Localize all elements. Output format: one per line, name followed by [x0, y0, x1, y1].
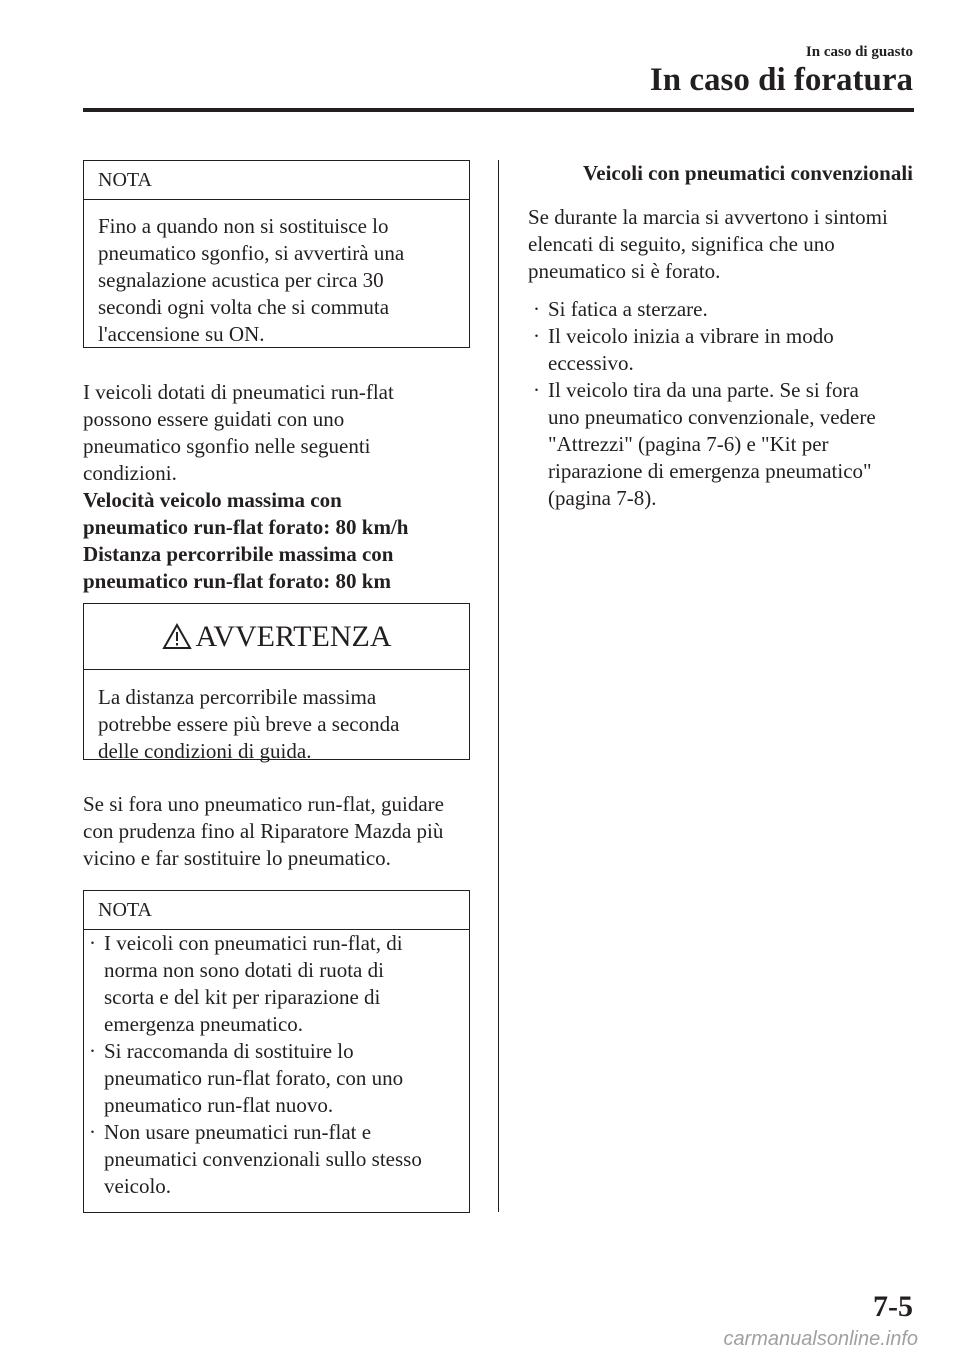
note-label: NOTA [84, 161, 469, 200]
paragraph-line: vicino e far sostituire lo pneumatico. [83, 846, 391, 870]
list-item-line: Il veicolo tira da una parte. Se si fora [548, 378, 859, 402]
list-item-line: pneumatico run-flat forato, con uno [104, 1066, 404, 1090]
column-divider [498, 160, 499, 1212]
list-item-line: veicolo. [104, 1174, 172, 1198]
paragraph-line: pneumatico sgonfio nelle seguenti [83, 434, 371, 458]
section-heading: Veicoli con pneumatici convenzionali [583, 161, 913, 185]
paragraph-line: condizioni. [83, 461, 177, 485]
list-item-line: (pagina 7-8). [548, 486, 657, 510]
list-item [528, 323, 928, 377]
list-item-line: I veicoli con pneumatici run-flat, di [104, 931, 403, 955]
paragraph-line: possono essere guidati con uno [83, 407, 345, 431]
list-item-line: pneumatico run-flat nuovo. [104, 1093, 334, 1117]
list-item-line: "Attrezzi" (pagina 7-6) e "Kit per [548, 432, 829, 456]
note-bullet-list [84, 930, 469, 1200]
list-item [84, 1038, 469, 1119]
warning-header [84, 604, 469, 670]
spec-line: Velocità veicolo massima con [83, 488, 342, 512]
list-item [528, 296, 928, 323]
list-item-line: Si raccomanda di sostituire lo [104, 1039, 354, 1063]
note-line: segnalazione acustica per circa 30 [98, 268, 384, 292]
page-number: 7-5 [873, 1290, 913, 1323]
paragraph-line: elencati di seguito, significa che uno [528, 232, 835, 256]
note-box-1 [83, 160, 470, 348]
list-item [528, 377, 928, 512]
watermark: carmanualsonline.info [723, 1328, 918, 1350]
list-item-line: Il veicolo inizia a vibrare in modo [548, 324, 834, 348]
spec-line: Distanza percorribile massima con [83, 542, 394, 566]
note-line: pneumatico sgonfio, si avvertirà una [98, 241, 405, 265]
note-body [84, 200, 469, 348]
warning-line: potrebbe essere più breve a seconda [98, 712, 400, 736]
list-item [84, 930, 469, 1038]
list-item-line: Non usare pneumatici run-flat e [104, 1120, 372, 1144]
runflat-paragraph [83, 379, 483, 595]
warning-label: AVVERTENZA [195, 620, 392, 653]
warning-triangle-icon [162, 623, 192, 650]
list-item-line: riparazione di emergenza pneumatico" [548, 459, 872, 483]
puncture-paragraph [83, 791, 483, 872]
warning-line: La distanza percorribile massima [98, 685, 377, 709]
note-line: Fino a quando non si sostituisce lo [98, 214, 389, 238]
note-box-2 [83, 890, 470, 1213]
bullet-dot: · [533, 324, 540, 348]
spec-line: pneumatico run-flat forato: 80 km/h [83, 515, 409, 539]
paragraph-line: pneumatico si è forato. [528, 259, 721, 283]
note-label: NOTA [84, 891, 469, 930]
warning-body [84, 670, 469, 765]
list-item-line: pneumatici convenzionali sullo stesso [104, 1147, 422, 1171]
bullet-dot: · [89, 931, 96, 955]
note-line: l'accensione su ON. [98, 322, 265, 346]
warning-line: delle condizioni di guida. [98, 739, 312, 763]
section-title: In caso di guasto [805, 44, 913, 60]
paragraph-line: Se durante la marcia si avvertono i sintomi [528, 205, 888, 229]
paragraph-line: Se si fora uno pneumatico run-flat, guidare [83, 792, 444, 816]
bullet-dot: · [89, 1039, 96, 1063]
paragraph-line: I veicoli dotati di pneumatici run-flat [83, 380, 394, 404]
list-item-line: uno pneumatico convenzionale, vedere [548, 405, 876, 429]
list-item [84, 1119, 469, 1200]
warning-box [83, 603, 470, 763]
list-item-line: scorta e del kit per riparazione di [104, 985, 381, 1009]
page-title: In caso di foratura [649, 62, 913, 98]
list-item-line: norma non sono dotati di ruota di [104, 958, 384, 982]
note-line: secondi ogni volta che si commuta [98, 295, 390, 319]
bullet-dot: · [533, 378, 540, 402]
bullet-dot: · [533, 297, 540, 321]
header-rule [83, 108, 914, 112]
symptoms-intro [528, 204, 928, 285]
symptoms-list [528, 296, 928, 512]
paragraph-line: con prudenza fino al Riparatore Mazda più [83, 819, 444, 843]
list-item-line: Si fatica a sterzare. [548, 297, 708, 321]
bullet-dot: · [89, 1120, 96, 1144]
list-item-line: emergenza pneumatico. [104, 1012, 304, 1036]
spec-line: pneumatico run-flat forato: 80 km [83, 569, 391, 593]
list-item-line: eccessivo. [548, 351, 634, 375]
